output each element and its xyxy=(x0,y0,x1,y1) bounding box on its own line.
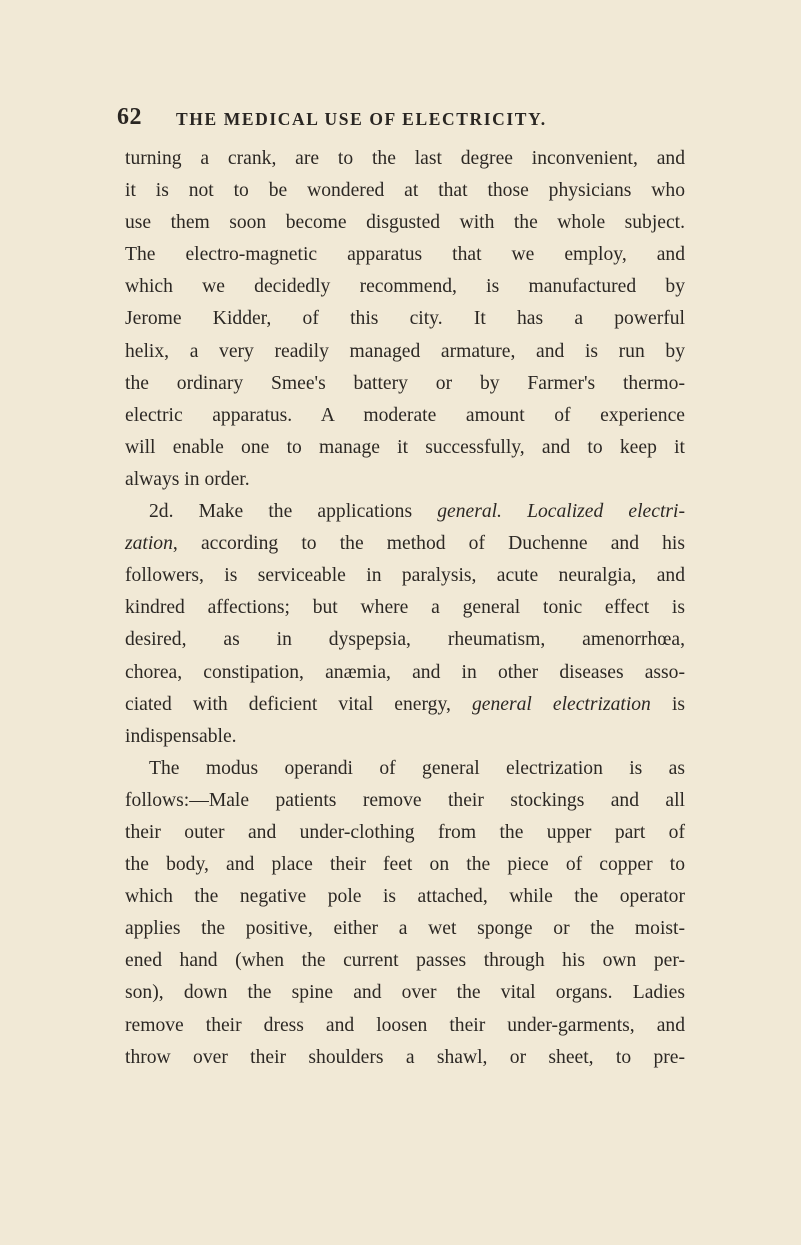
text-line: Jerome Kidder, of this city. It has a powerful xyxy=(125,308,685,330)
running-head xyxy=(117,104,717,134)
text-line: kindred affections; but where a general tonic effect is xyxy=(125,597,685,619)
text-line: follows:—Male patients remove their stockings and all xyxy=(125,789,685,811)
text-line: their outer and under-clothing from the upper part of xyxy=(125,821,685,843)
italic-text: zation xyxy=(125,533,173,555)
text-line: the ordinary Smee's battery or by Farmer's thermo- xyxy=(125,372,685,394)
text-line: which we decidedly recommend, is manufactured by xyxy=(125,276,685,298)
text-line: The modus operandi of general electrization is as xyxy=(149,757,685,779)
italic-text: general electrization xyxy=(471,693,651,715)
text-line: desired, as in dyspepsia, rheumatism, amenorrhœa, xyxy=(125,629,685,651)
text-line: throw over their shoulders a shawl, or sheet, to pre- xyxy=(125,1046,685,1068)
running-title: THE MEDICAL USE OF ELECTRICITY. xyxy=(176,109,547,129)
text-line: turning a crank, are to the last degree inconvenient, and xyxy=(125,148,685,169)
text-line: remove their dress and loosen their under-garments, and xyxy=(125,1014,685,1036)
text-line: helix, a very readily managed armature, and is run by xyxy=(125,340,685,362)
text-line: electric apparatus. A moderate amount of experience xyxy=(125,404,685,426)
text-line: the body, and place their feet on the piece of copper to xyxy=(125,854,685,876)
text-line: it is not to be wondered at that those physicians who xyxy=(125,180,685,202)
text-line xyxy=(125,496,685,528)
text-line xyxy=(125,689,685,721)
body-text xyxy=(125,143,685,1074)
text-line: applies the positive, either a wet sponge or the moist- xyxy=(125,918,685,940)
italic-text: Localized electri- xyxy=(527,501,685,523)
text-run: ciated with deficient vital energy, xyxy=(125,693,472,715)
text-line: which the negative pole is attached, while the operator xyxy=(125,886,685,908)
text-line: will enable one to manage it successfully, and to keep it xyxy=(125,436,685,458)
text-line: always in order. xyxy=(125,468,250,490)
page-number: 62 xyxy=(117,104,142,130)
text-run: 2d. Make the applications xyxy=(149,501,438,523)
text-line: use them soon become disgusted with the whole subject. xyxy=(125,212,685,234)
text-line: ened hand (when the current passes through his own per- xyxy=(125,950,685,972)
text-run: , according to the method of Duchenne and his xyxy=(172,533,685,555)
text-line: followers, is serviceable in paralysis, acute neuralgia, and xyxy=(125,565,685,587)
text-run xyxy=(502,501,527,522)
text-line: The electro-magnetic apparatus that we employ, and xyxy=(125,244,685,266)
text-line: indispensable. xyxy=(125,725,237,747)
text-run: is xyxy=(650,693,686,715)
text-line xyxy=(125,528,685,560)
text-line: chorea, constipation, anæmia, and in other diseases asso- xyxy=(125,661,685,683)
text-line: son), down the spine and over the vital organs. Ladies xyxy=(125,982,685,1004)
italic-text: general. xyxy=(437,501,502,523)
